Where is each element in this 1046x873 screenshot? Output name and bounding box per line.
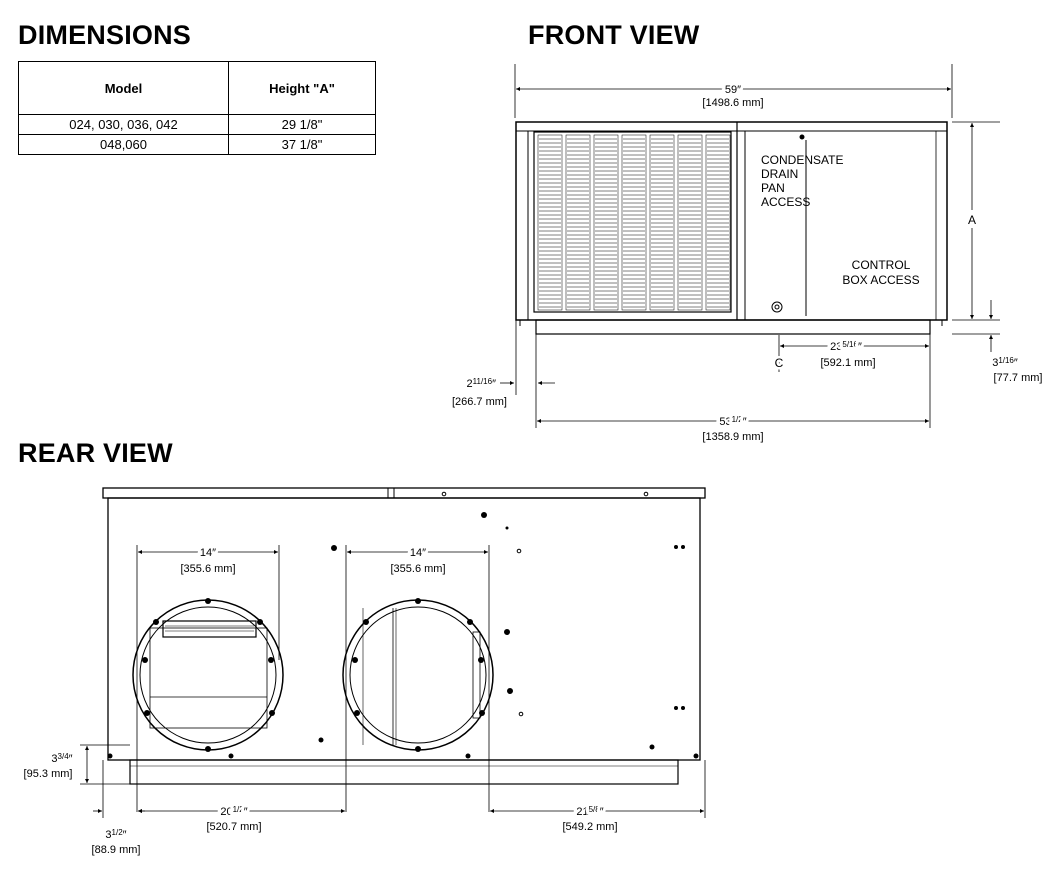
front-view-heading: FRONT VIEW bbox=[528, 20, 700, 50]
dimensions-heading: DIMENSIONS bbox=[18, 20, 192, 50]
rear-hole2-label: 14″ bbox=[409, 547, 427, 559]
grille-column bbox=[706, 135, 730, 310]
rear-left-mm: [88.9 mm] bbox=[91, 844, 141, 856]
rear-base-height-mm: [95.3 mm] bbox=[23, 768, 73, 780]
rear-span-mm: [520.7 mm] bbox=[206, 821, 262, 833]
condensate-label-4: ACCESS bbox=[761, 195, 811, 209]
rear-hole1-label: 14″ bbox=[199, 547, 217, 559]
condensate-label-2: DRAIN bbox=[761, 167, 799, 181]
height-a-label: A bbox=[967, 213, 977, 227]
rear-fastener-holes bbox=[108, 492, 699, 758]
rear-view-drawing bbox=[80, 488, 705, 818]
rear-hole2-mm: [355.6 mm] bbox=[390, 563, 446, 575]
rear-right-label: $21^{5/8}''$ bbox=[576, 805, 604, 818]
base-width-mm: [1358.9 mm] bbox=[702, 431, 764, 443]
rear-hole1-mm: [355.6 mm] bbox=[180, 563, 236, 575]
rear-base bbox=[130, 760, 678, 784]
rear-right-mm: [549.2 mm] bbox=[562, 821, 618, 833]
control-box-label-2: BOX ACCESS bbox=[842, 273, 920, 287]
grille-column bbox=[538, 135, 562, 310]
front-base-height-label: $3^{1/16}''$ bbox=[992, 356, 1018, 369]
front-base-height-mm: [77.7 mm] bbox=[993, 372, 1043, 384]
table-cell-model: 024, 030, 036, 042 bbox=[19, 115, 229, 135]
front-view-drawing bbox=[500, 64, 1000, 428]
grille-column bbox=[650, 135, 674, 310]
table-cell-model: 048,060 bbox=[19, 135, 229, 155]
centerline-label: C bbox=[774, 356, 784, 370]
condensate-label-1: CONDENSATE bbox=[761, 153, 844, 167]
table-cell-height: 37 1/8" bbox=[229, 135, 376, 155]
grille-column bbox=[566, 135, 590, 310]
front-width-mm: [1498.6 mm] bbox=[702, 97, 764, 109]
table-header-model: Model bbox=[19, 62, 229, 115]
left-offset-mm: [266.7 mm] bbox=[451, 396, 507, 408]
left-offset-label: $2^{11/16}''$ bbox=[466, 377, 496, 390]
offset-mm: [592.1 mm] bbox=[820, 357, 876, 369]
rear-base-height-label: $3^{3/4}''$ bbox=[51, 752, 73, 765]
front-width-label: 59″ bbox=[724, 84, 742, 96]
table-header-height: Height "A" bbox=[229, 62, 376, 115]
control-box-label-1: CONTROL bbox=[851, 258, 911, 272]
front-base bbox=[536, 320, 930, 334]
rear-view-heading: REAR VIEW bbox=[18, 438, 173, 468]
base-width-label: $53^{1/2}''$ bbox=[719, 415, 747, 428]
grille-column bbox=[622, 135, 646, 310]
rear-left-label: $3^{1/2}''$ bbox=[105, 828, 127, 841]
rear-span-label: $20^{1/2}''$ bbox=[220, 805, 248, 818]
table-cell-height: 29 1/8" bbox=[229, 115, 376, 135]
offset-label: $23^{5/16}''$ bbox=[830, 340, 862, 353]
grille-louvers bbox=[538, 135, 730, 310]
grille-column bbox=[678, 135, 702, 310]
condensate-label-3: PAN bbox=[761, 181, 785, 195]
grille-column bbox=[594, 135, 618, 310]
rear-cabinet bbox=[103, 488, 705, 498]
